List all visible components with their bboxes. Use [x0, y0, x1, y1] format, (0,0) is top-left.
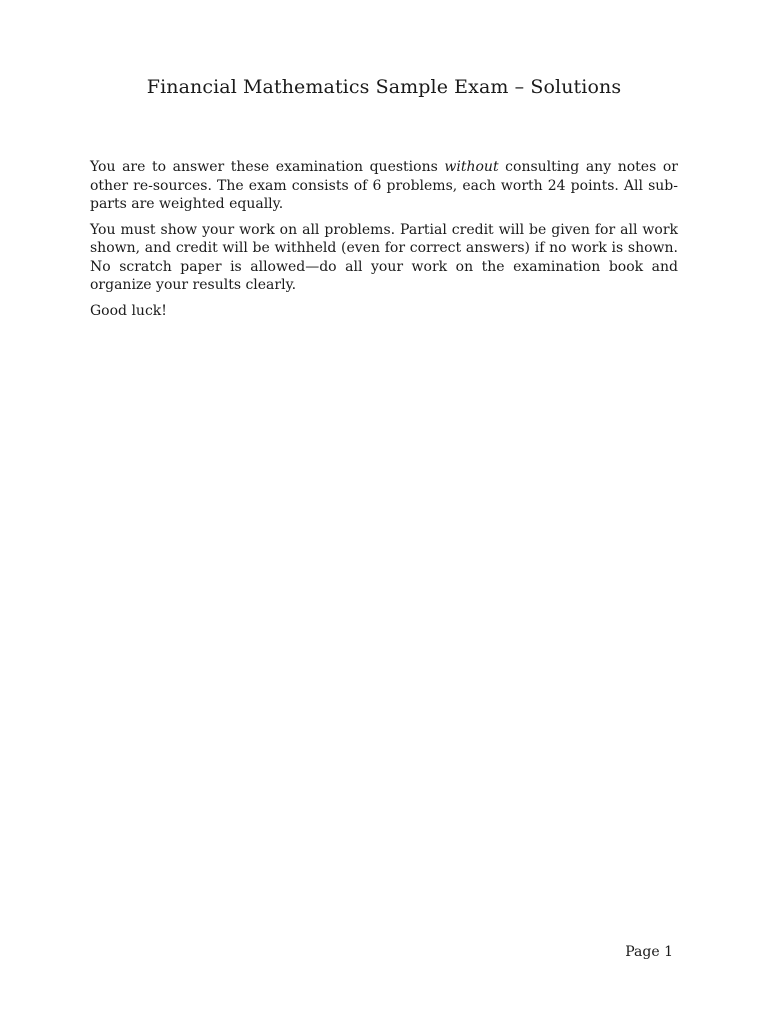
document-title: Financial Mathematics Sample Exam – Solutions [146, 76, 622, 98]
closing-remark: Good luck! [90, 302, 167, 319]
instructions-paragraph-1 [90, 158, 678, 214]
page-number: Page 1 [625, 944, 673, 960]
instructions-paragraph-2: You must show your work on all problems. Partial credit will be given for all work shown, and credit will be withheld (even for correct answers) if no work is shown. No scratch paper is allowed—do all your work on the examination book and organize your results clearly. [90, 221, 678, 293]
paragraph-1-text-end: consulting any notes or other re-sources. The exam consists of 6 problems, each worth 24 points. All sub-parts are weighted equally. [90, 159, 678, 212]
instructions-body [90, 158, 678, 327]
paragraph-1-text-start: You are to answer these examination questions [90, 159, 445, 175]
emphasis-without: without [444, 159, 499, 175]
